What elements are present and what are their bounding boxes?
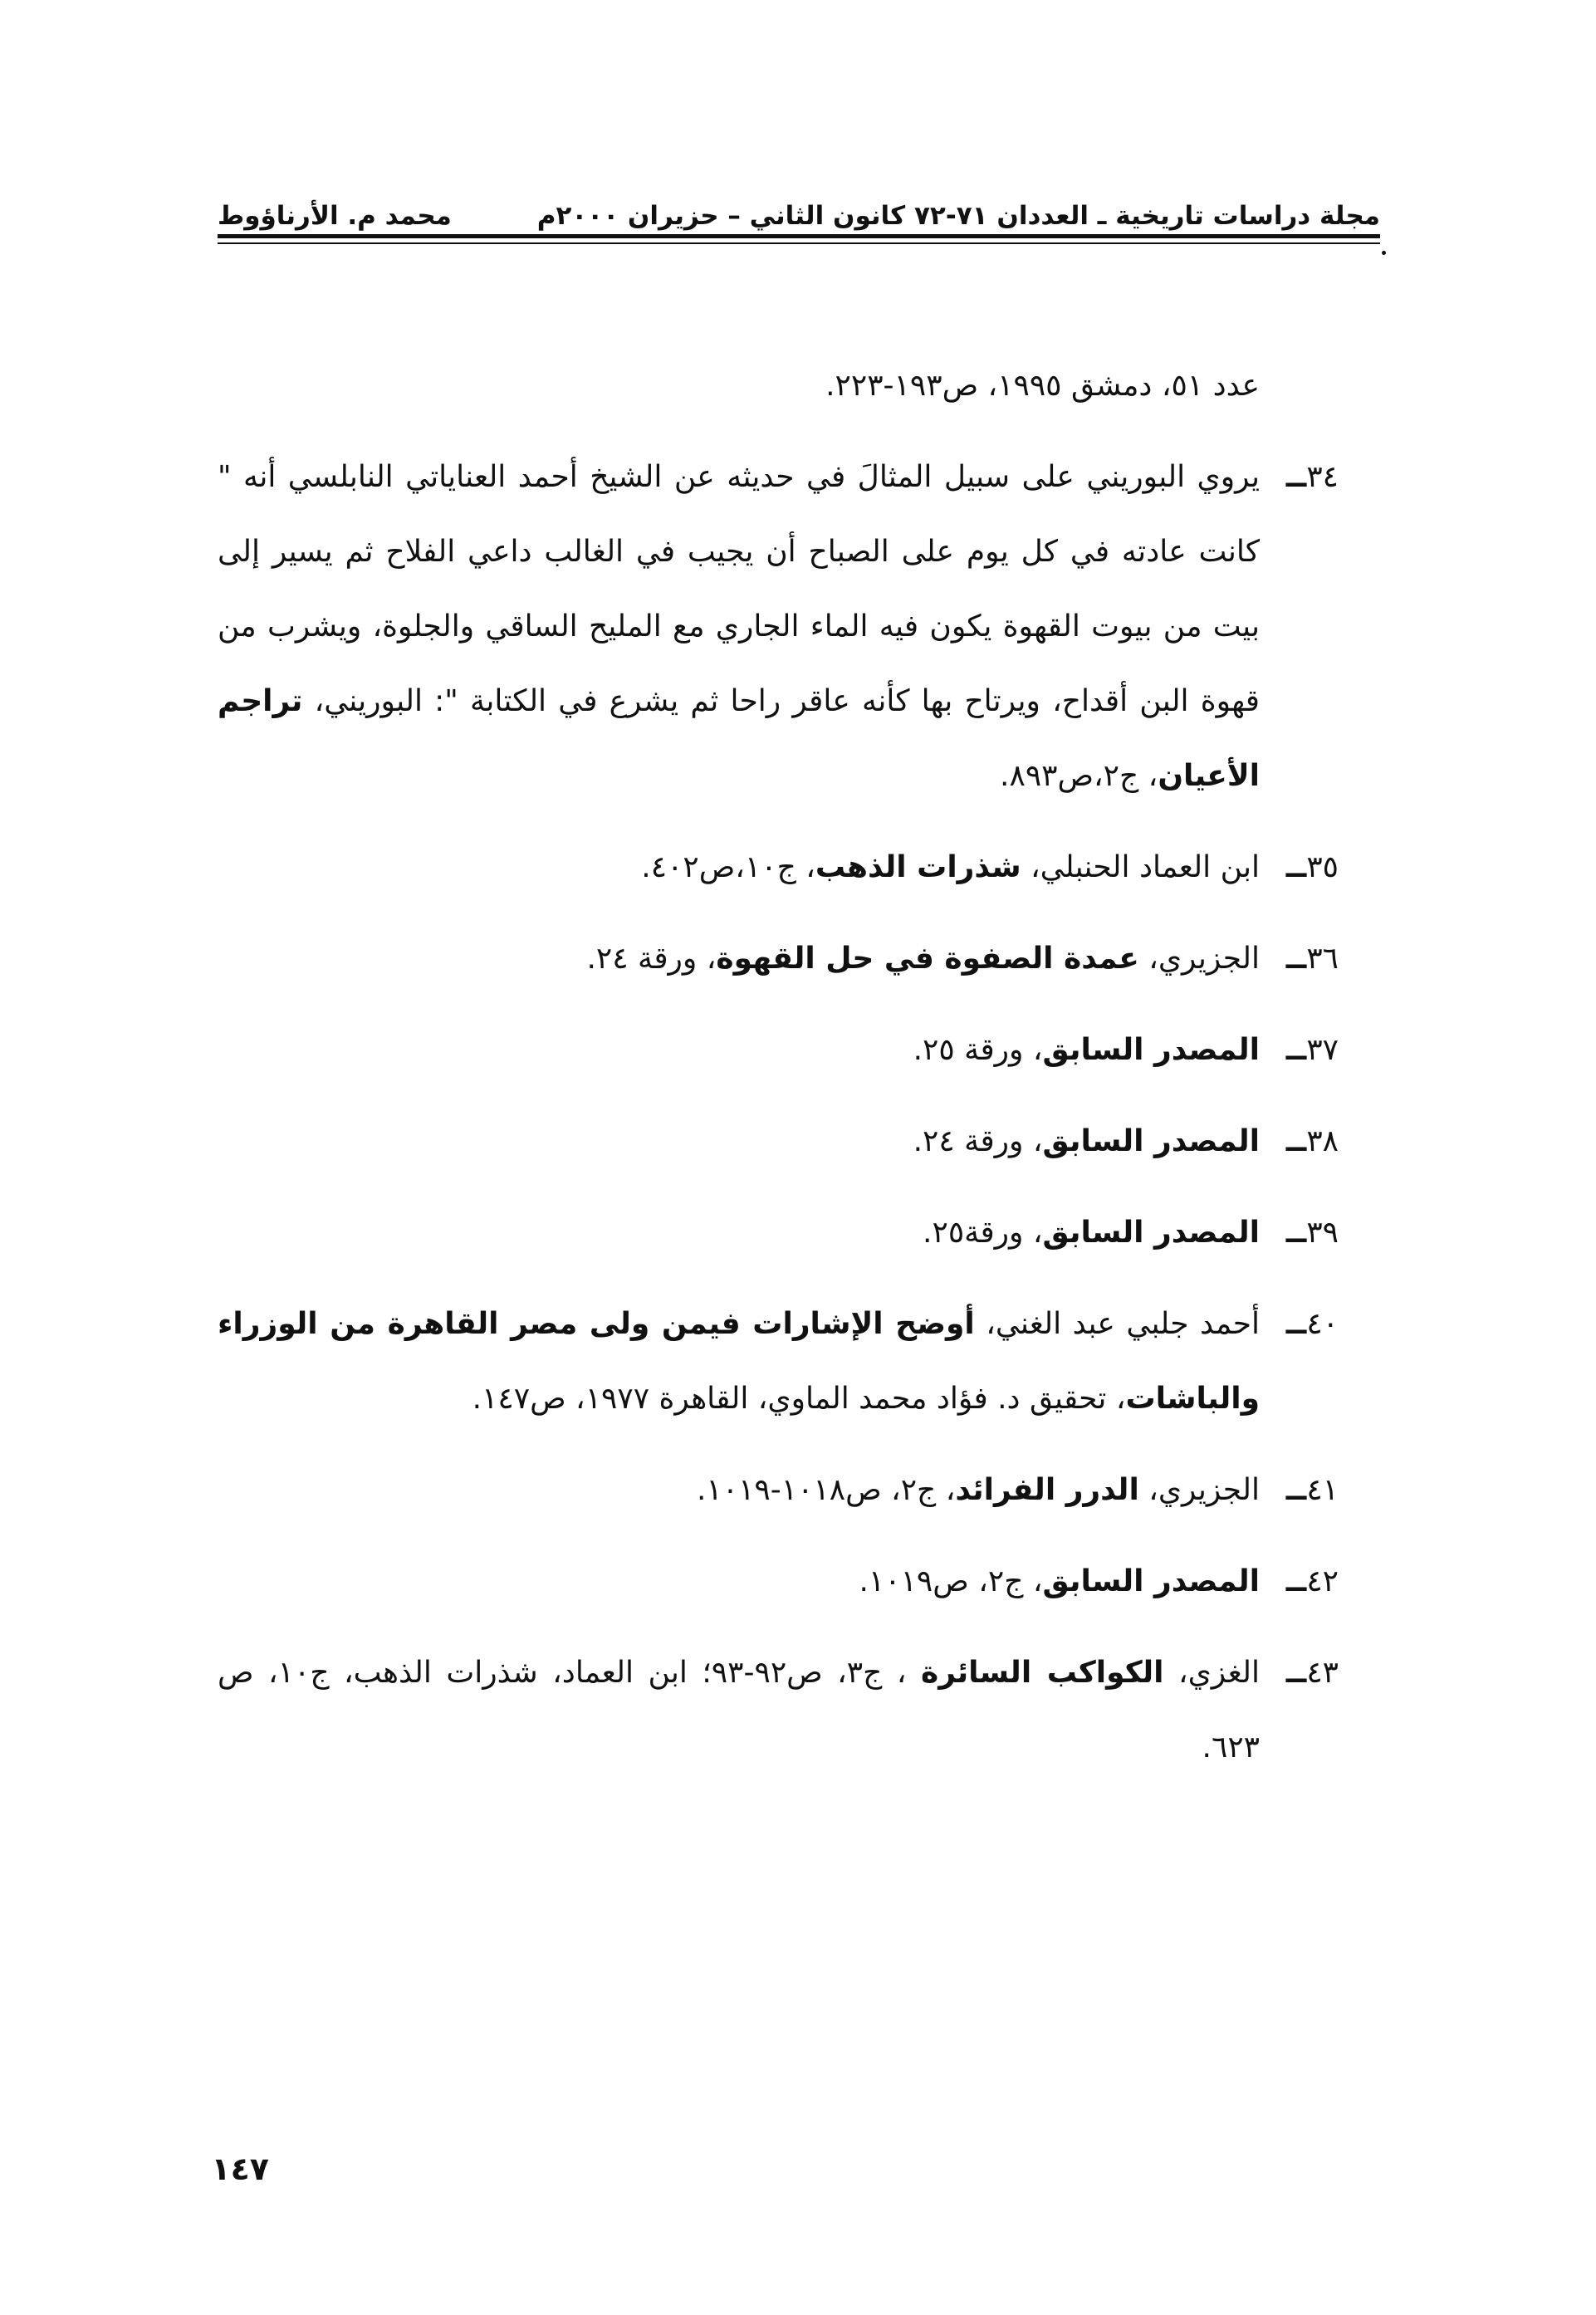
footnote-citation: ، ورقة٢٥. [923,1216,1043,1250]
footnote-number-text: ٣٤ [1306,460,1339,494]
footnote-source-title: المصدر السابق [1042,1124,1260,1158]
footnote-source-title: المصدر السابق [1042,1564,1260,1598]
footnote-text [218,1104,1260,1179]
footnote-number [1264,1196,1339,1270]
footnote-text [218,1544,1260,1619]
footnote-dash: ــ [1285,942,1307,976]
footnote-author: يروي البوريني على سبيل المثالَ في حديثه عن الشيخ أحمد العناياتي النابلسي أنه " كانت عادته في كل يوم على الصباح أن يجيب في الغالب داعي الفلاح ثم يسير إلى بيت من بيوت القهوة يكون فيه الماء الجاري مع المليح الساقي والجلوة، ويشرب من قهوة البن أقداح، ويرتاح بها كأنه عاقر راحا ثم يشرع في الكتابة ": البوريني، [218,460,1260,718]
footnote-citation: ، ج٢، ص١٠١٩. [859,1564,1043,1598]
footnote-number [1264,440,1339,515]
author-name: محمد م. الأرناؤوط [218,201,452,231]
footnote-author: ابن العماد الحنبلي، [1021,850,1260,884]
footnote-٤٢ [218,1544,1339,1619]
footnote-dash: ــ [1285,850,1307,884]
footnote-٣٦ [218,922,1339,996]
footnote-text [218,922,1260,996]
header-rule-thick [218,234,1380,238]
footnote-number-text: ٣٧ [1306,1033,1339,1067]
footnote-dash: ــ [1285,1656,1307,1690]
footnote-citation: ، ورقة ٢٤. [586,942,717,976]
notes-list [218,440,1339,1785]
footnote-٣٤ [218,440,1339,814]
footnote-dash: ــ [1285,1307,1307,1341]
footnote-number [1264,1104,1339,1179]
footnote-dash: ــ [1285,1564,1307,1598]
footnote-text [218,1013,1260,1088]
footnote-٣٧ [218,1013,1339,1088]
page-number: ١٤٧ [211,2151,269,2187]
footnote-text [218,440,1260,814]
footnote-٣٩ [218,1196,1339,1270]
footnote-dash: ــ [1285,1216,1307,1250]
footnote-source-title: تراجم الأعيان [218,684,1260,793]
footnote-dash: ــ [1285,1033,1307,1067]
footnote-citation: ، تحقيق د. فؤاد محمد الماوي، القاهرة ١٩٧٧، ص١٤٧. [472,1382,1126,1416]
footnote-source-title: الكواكب السائرة [920,1656,1164,1690]
footnote-source-title: الدرر الفرائد [955,1473,1139,1507]
footnote-number [1264,922,1339,996]
footnote-text [218,1636,1260,1785]
footnote-number-text: ٣٥ [1306,850,1339,884]
footnote-source-title: أوضح الإشارات فيمن ولى مصر القاهرة من الوزراء والباشات [218,1307,1260,1416]
footnote-author: الغزي، [1163,1656,1260,1690]
footnote-text [218,1287,1260,1436]
footnote-citation: ، ج٢، ص١٠١٨-١٠١٩. [696,1473,956,1507]
footnote-citation: ، ج٣، ص٩٢-٩٣؛ ابن العماد، شذرات الذهب، ج١٠، ص ٦٢٣. [218,1656,1260,1764]
footnote-text [218,1453,1260,1528]
footnote-number [1264,830,1339,905]
footnote-dash: ــ [1285,1124,1307,1158]
continuation-line: عدد ٥١، دمشق ١٩٩٥، ص١٩٣-٢٢٣. [825,369,1260,403]
footnote-number-text: ٤١ [1306,1473,1339,1507]
footnote-author: الجزيري، [1138,1473,1260,1507]
footnote-citation: ، ورقة ٢٥. [913,1033,1043,1067]
footnote-text [218,830,1260,905]
footnote-number-text: ٣٨ [1306,1124,1339,1158]
footnote-number-text: ٣٩ [1306,1216,1339,1250]
footnote-citation: ، ج١٠،ص٤٠٢. [641,850,815,884]
footnotes [218,349,1339,1802]
footnote-citation: ، ج٢،ص٨٩٣. [1000,759,1158,793]
footnote-number [1264,1287,1339,1362]
footnote-number-text: ٤٢ [1306,1564,1339,1598]
footnote-source-title: المصدر السابق [1042,1033,1260,1067]
footnote-author: الجزيري، [1138,942,1260,976]
footnote-number [1264,1453,1339,1528]
footnote-citation: ، ورقة ٢٤. [913,1124,1043,1158]
footnote-٣٥ [218,830,1339,905]
footnote-dash: ــ [1285,1473,1307,1507]
footnote-٣٨ [218,1104,1339,1179]
footnote-author: أحمد جلبي عبد الغني، [974,1307,1260,1341]
footnote-source-title: شذرات الذهب [815,850,1021,884]
footnote-number-text: ٤٣ [1306,1656,1339,1690]
footnote-number-text: ٣٦ [1306,942,1339,976]
footnote-text [218,1196,1260,1270]
journal-title: مجلة دراسات تاريخية ـ العددان ٧١-٧٢ كانون الثاني – حزيران ٢٠٠٠م [536,201,1380,231]
header-dot [1382,251,1386,255]
footnote-٤١ [218,1453,1339,1528]
footnote-٤٠ [218,1287,1339,1436]
running-header [218,189,1380,231]
footnote-number [1264,1544,1339,1619]
footnote-dash: ــ [1285,460,1307,494]
footnote-٤٣ [218,1636,1339,1785]
footnote-number [1264,1013,1339,1088]
header-rule-thin [218,242,1380,244]
footnote-source-title: عمدة الصفوة في حل القهوة [716,942,1139,976]
footnote-source-title: المصدر السابق [1042,1216,1260,1250]
footnote-number-text: ٤٠ [1306,1307,1339,1341]
footnote-number [1264,1636,1339,1711]
